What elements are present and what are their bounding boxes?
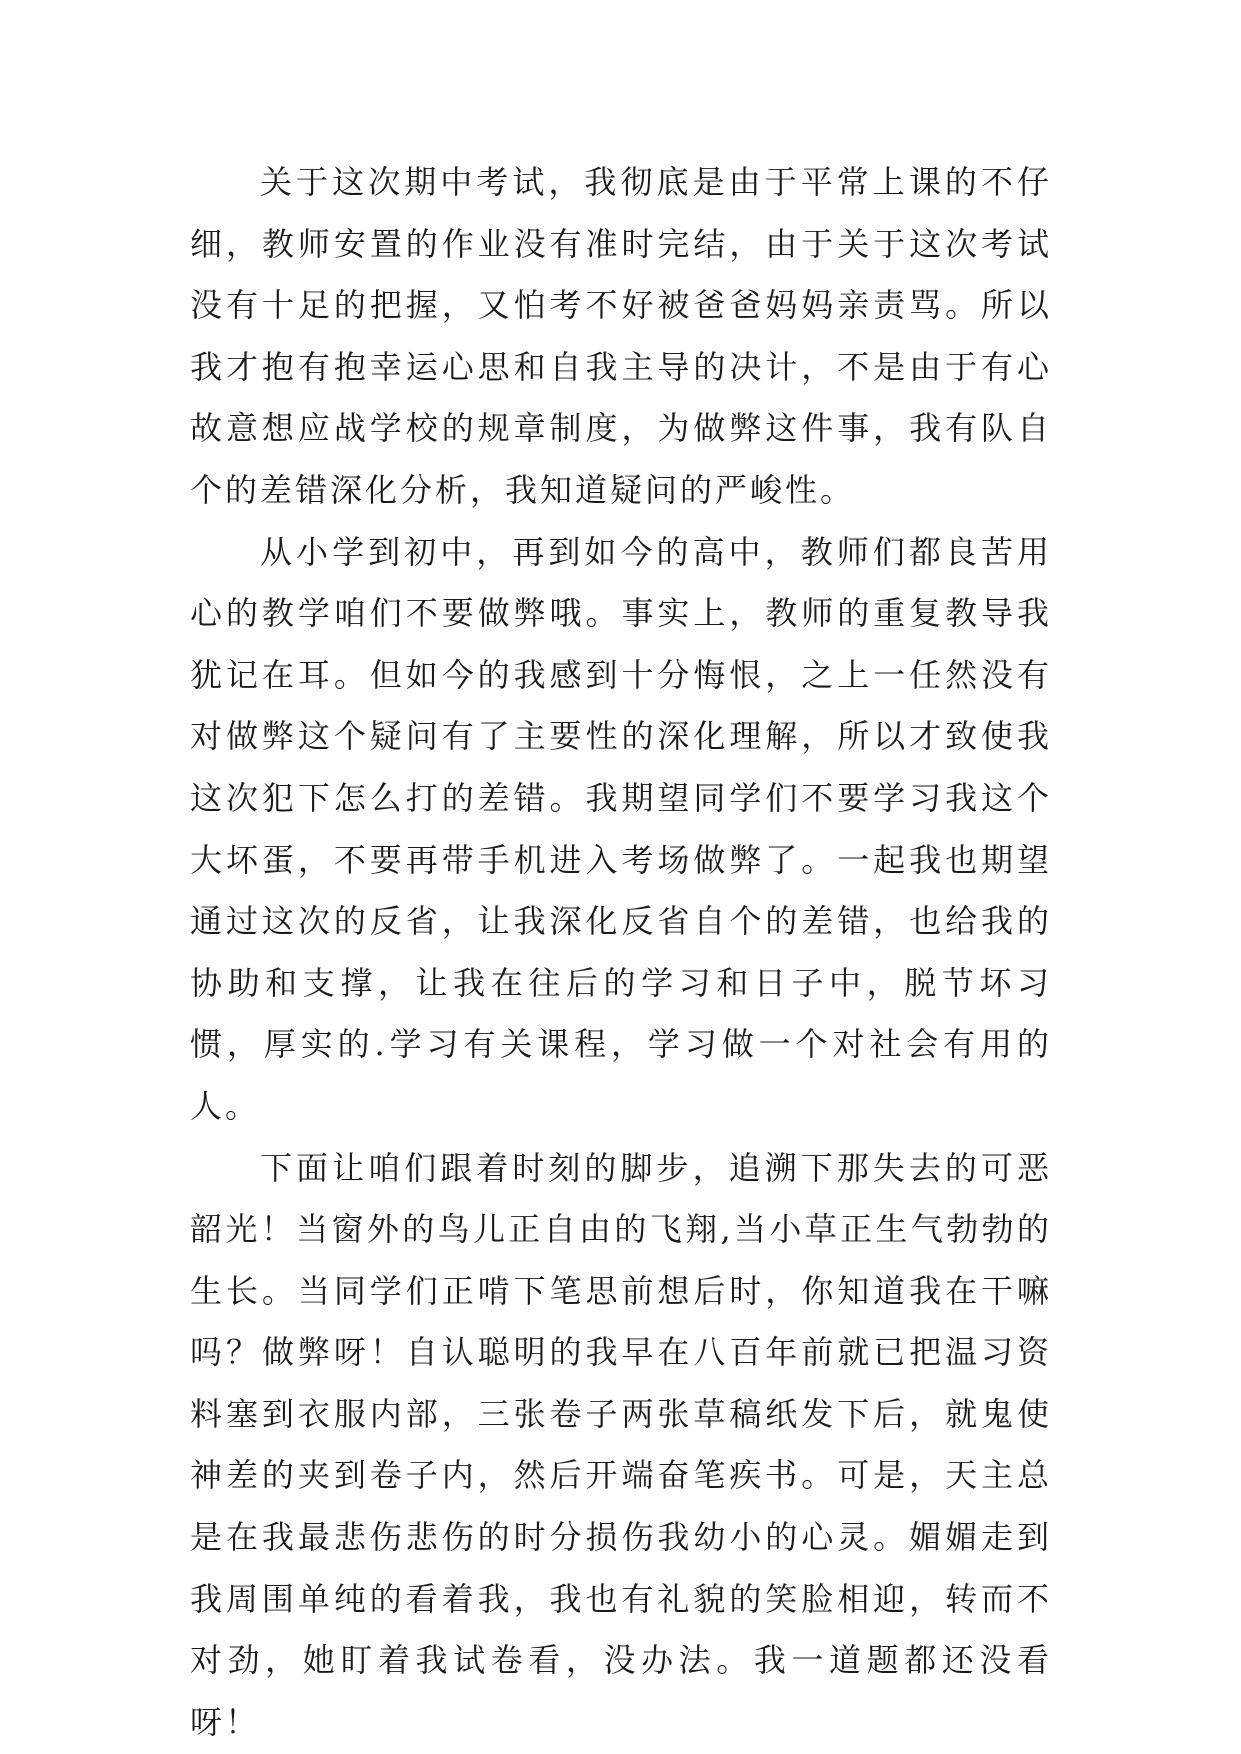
paragraph-2: 从小学到初中，再到如今的高中，教师们都良苦用心的教学咱们不要做弊哦。事实上，教师的重复教导我犹记在耳。但如今的我感到十分悔恨，之上一任然没有对做弊这个疑问有了主要性的深化理解，所以才致使我这次犯下怎么打的差错。我期望同学们不要学习我这个大坏蛋，不要再带手机进入考场做弊了。一起我也期望通过这次的反省，让我深化反省自个的差错，也给我的协助和支撑，让我在往后的学习和日子中，脱节坏习惯，厚实的.学习有关课程，学习做一个对社会有用的人。 bbox=[190, 532, 1052, 1125]
paragraph-3: 下面让咱们跟着时刻的脚步，追溯下那失去的可恶韶光！当窗外的鸟儿正自由的飞翔,当小草正生气勃勃的生长。当同学们正啃下笔思前想后时，你知道我在干嘛吗？做弊呀！自认聪明的我早在八百年前就已把温习资料塞到衣服内部，三张卷子两张草稿纸发下后，就鬼使神差的夹到卷子内，然后开端奋笔疾书。可是，天主总是在我最悲伤悲伤的时分损伤我幼小的心灵。媚媚走到我周围单纯的看着我，我也有礼貌的笑脸相迎，转而不对劲，她盯着我试卷看，没办法。我一道题都还没看呀！ bbox=[190, 1148, 1052, 1741]
document-body bbox=[190, 152, 1052, 1753]
paragraph-1: 关于这次期中考试，我彻底是由于平常上课的不仔细，教师安置的作业没有准时完结，由于关于这次考试没有十足的把握，又怕考不好被爸爸妈妈亲责骂。所以我才抱有抱幸运心思和自我主导的决计，不是由于有心故意想应战学校的规章制度，为做弊这件事，我有队自个的差错深化分析，我知道疑问的严峻性。 bbox=[190, 163, 1052, 509]
